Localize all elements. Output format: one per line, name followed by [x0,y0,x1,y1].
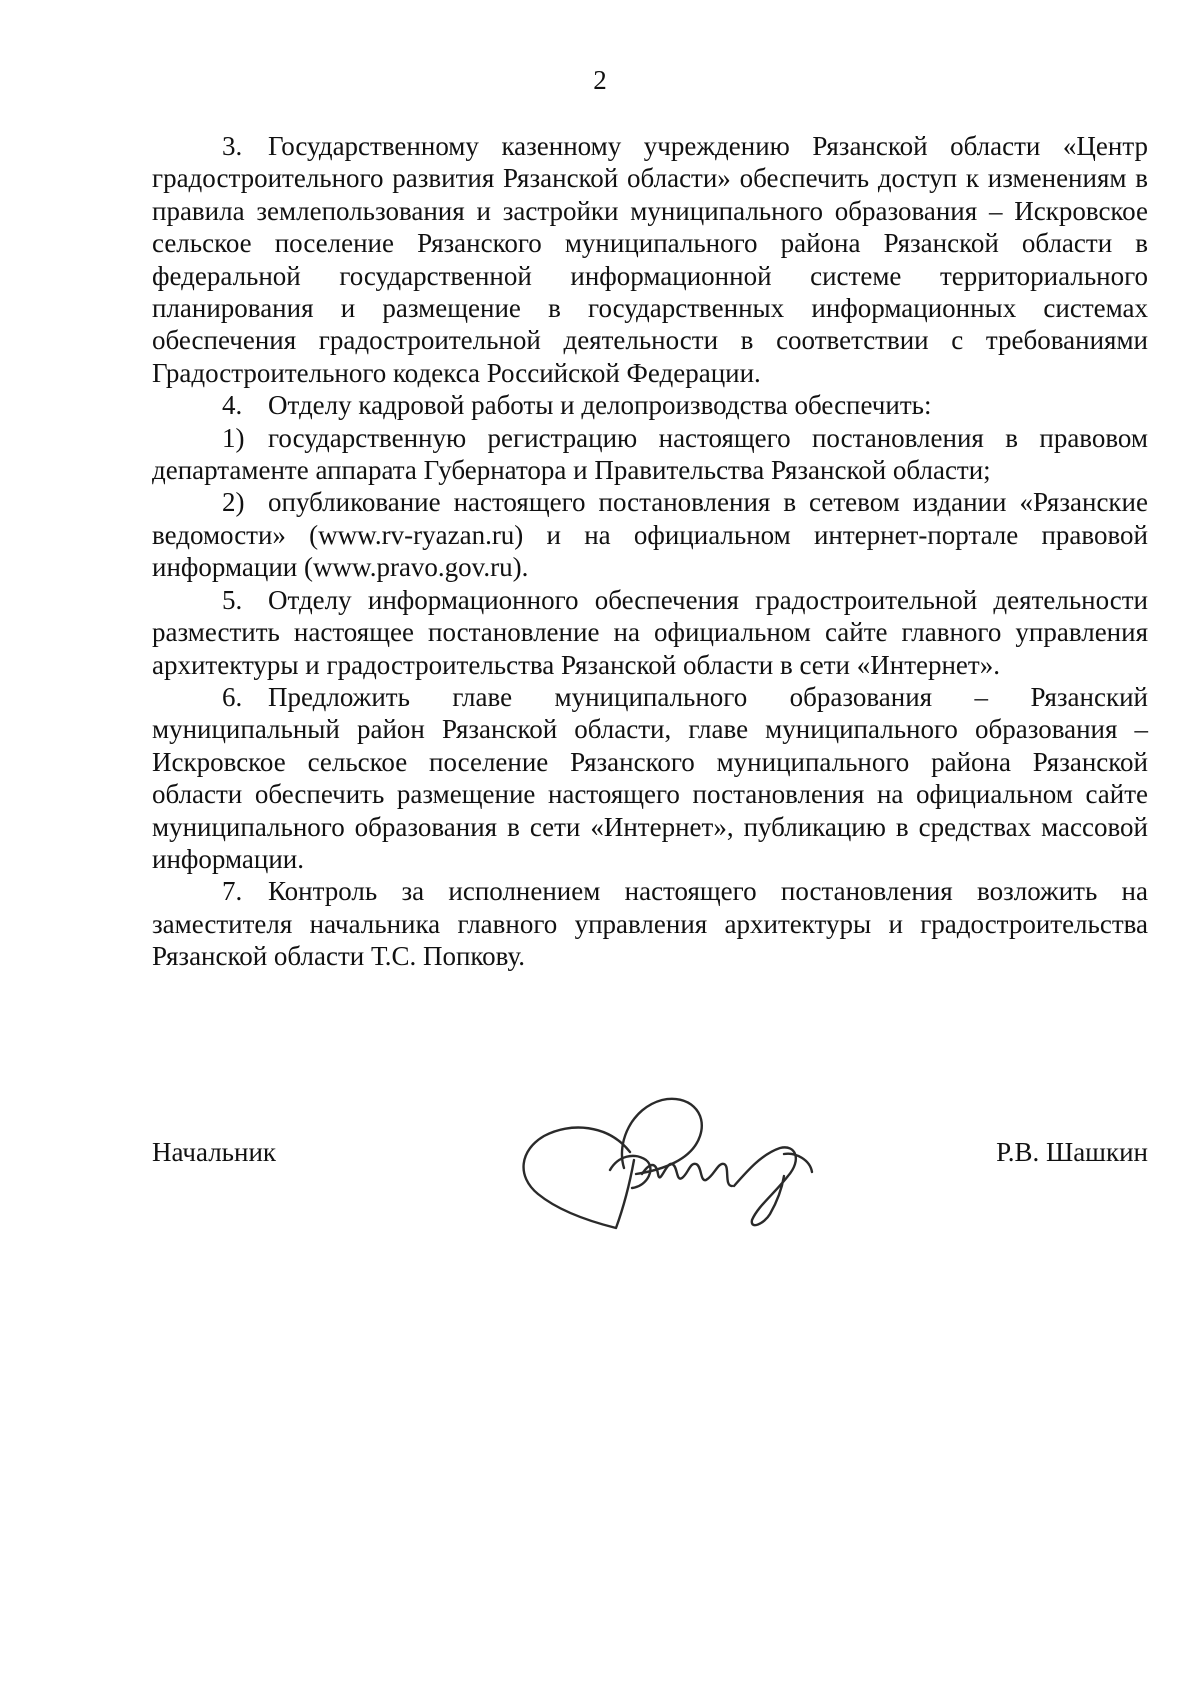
paragraph-text: Отделу кадровой работы и делопроизводства обеспечить: [268,390,932,421]
page-number: 2 [593,65,607,95]
paragraph-3 [152,130,1148,389]
paragraph-text: Отделу информационного обеспечения градостроительной деятельности разместить настоящее постановление на официальном сайте главного управления архитектуры и градостроительства Рязанской области в сети «Интернет». [152,584,1148,680]
paragraph-4-2 [152,486,1148,583]
paragraph-number: 4. [222,390,243,421]
paragraph-number: 5. [222,584,243,615]
signature-block [152,1090,1148,1240]
paragraph-7 [152,875,1148,972]
paragraph-4-1 [152,422,1148,487]
signer-name: Р.В. Шашкин [996,1137,1148,1167]
paragraph-4 [152,389,1148,421]
paragraph-5 [152,584,1148,681]
handwritten-signature [512,1090,832,1230]
paragraph-text: Контроль за исполнением настоящего постановления возложить на заместителя начальника главного управления архитектуры и градостроительства Рязанской области Т.С. Попкову. [152,876,1148,972]
paragraph-text: Предложить главе муниципального образования – Рязанский муниципальный район Рязанской области, главе муниципального образования – Искровское сельское поселение Рязанского муниципального района Рязанской области обеспечить размещение настоящего постановления на официальном сайте муниципального образования в сети «Интернет», публикацию в средствах массовой информации. [152,681,1148,874]
paragraph-number: 7. [222,876,243,907]
paragraph-number: 1) [222,422,245,453]
signer-title: Начальник [152,1137,277,1167]
paragraph-text: опубликование настоящего постановления в сетевом издании «Рязанские ведомости» (www.rv-ryazan.ru) и на официальном интернет-портале правовой информации (www.pravo.gov.ru). [152,487,1148,583]
paragraph-text: государственную регистрацию настоящего постановления в правовом департаменте аппарата Губернатора и Правительства Рязанской области; [152,422,1148,486]
paragraph-text: Государственному казенному учреждению Рязанской области «Центр градостроительного развития Рязанской области» обеспечить доступ к изменениям в правила землепользования и застройки муниципального образования – Искровское сельское поселение Рязанского муниципального района Рязанской области в федеральной государственной информационной системе территориального планирования и размещение в государственных информационных системах обеспечения градостроительной деятельности в соответствии с требованиями Градостроительного кодекса Российской Федерации. [152,131,1148,388]
document-body [152,130,1148,973]
paragraph-number: 3. [222,131,243,161]
paragraph-number: 6. [222,681,243,712]
paragraph-6 [152,681,1148,875]
paragraph-number: 2) [222,487,245,518]
